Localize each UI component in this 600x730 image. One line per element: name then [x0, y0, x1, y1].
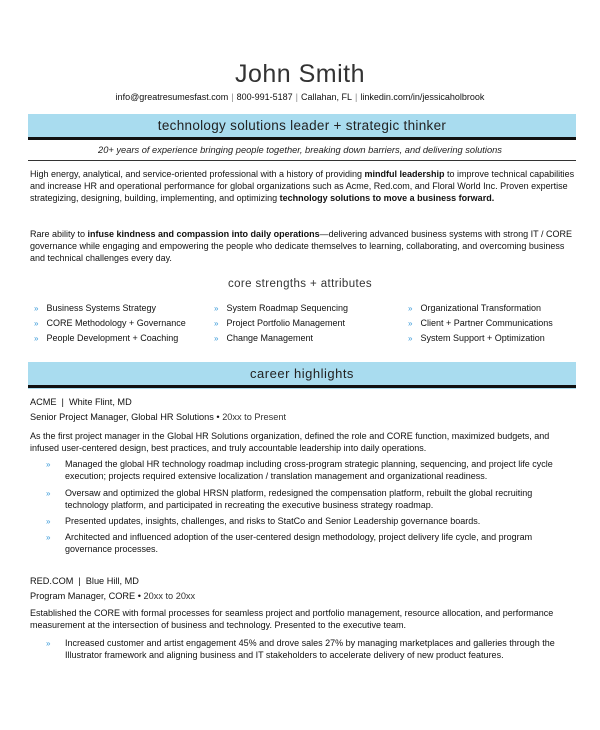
job1-company-line	[30, 397, 132, 407]
career-rule	[28, 385, 576, 388]
summary-highlight: infuse kindness and compassion into daily operations	[87, 229, 320, 239]
career-title: career highlights	[250, 366, 354, 381]
summary-paragraph-1	[30, 169, 575, 205]
skill-label: CORE Methodology + Governance	[46, 318, 186, 328]
summary-text: —delivering advanced business systems with strong IT / CORE governance while engaging and empowering the people who dedicate themselves to learning, collaborating, and overcoming business and technical challenges every day.	[30, 229, 573, 263]
job1-intro: As the first project manager in the Global HR Solutions organization, defined the role and CORE function, maximized budgets, and infused user-centered design, best practices, and truly accountable leadership into daily operations.	[30, 431, 550, 453]
arrow-double-right-icon: »	[34, 319, 39, 328]
arrow-double-right-icon: »	[214, 334, 219, 343]
career-band	[28, 362, 576, 389]
arrow-double-right-icon: »	[46, 517, 51, 526]
contact-email[interactable]: info@greatresumesfast.com	[115, 92, 229, 102]
skill-label: People Development + Coaching	[46, 333, 179, 343]
arrow-double-right-icon: »	[34, 334, 39, 343]
skill-item	[214, 318, 345, 328]
job1-role-line	[30, 412, 286, 422]
job2-company-line	[30, 576, 139, 586]
skill-item	[408, 318, 553, 328]
skill-label: System Roadmap Sequencing	[226, 303, 349, 313]
contact-line	[0, 92, 600, 102]
skill-label: System Support + Optimization	[420, 333, 545, 343]
headline-band	[28, 114, 576, 140]
job2-bullet	[46, 638, 576, 662]
role-dot: •	[137, 591, 141, 601]
contact-linkedin[interactable]: linkedin.com/in/jessicaholbrook	[360, 92, 485, 102]
summary-text: Rare ability to	[30, 229, 88, 239]
arrow-double-right-icon: »	[408, 334, 413, 343]
job2-intro: Established the CORE with formal processes for seamless project and portfolio management, resource allocation, and performance measurement at the intersection of business and technology. Presented to the executive team.	[30, 608, 554, 630]
job-location: White Flint, MD	[68, 397, 132, 407]
arrow-double-right-icon: »	[46, 460, 51, 469]
skill-item	[214, 333, 313, 343]
strengths-title: core strengths + attributes	[227, 278, 373, 290]
job-dates: 20xx to Present	[222, 412, 287, 422]
job2-role-line	[30, 591, 195, 601]
bullet-text: Architected and influenced adoption of the user-centered design methodology, project delivery life cycle, and program governance processes.	[65, 532, 533, 554]
skill-item	[34, 303, 156, 313]
role-dot: •	[216, 412, 220, 422]
arrow-double-right-icon: »	[34, 304, 39, 313]
job-location: Blue Hill, MD	[85, 576, 139, 586]
job-dates: 20xx to 20xx	[143, 591, 196, 601]
summary-highlight: mindful leadership	[364, 169, 445, 179]
job-role: Program Manager, CORE	[30, 591, 136, 601]
contact-separator: |	[295, 92, 298, 102]
arrow-double-right-icon: »	[46, 639, 51, 648]
contact-phone: 800-991-5187	[236, 92, 293, 102]
tagline-divider	[28, 160, 576, 161]
job1-bullet	[46, 516, 576, 528]
skill-label: Change Management	[226, 333, 314, 343]
bullet-text: Oversaw and optimized the global HRSN platform, redesigned the compensation platform, rebuilt the global recruiting technology platform, and participated in recreating the executive business strategy roadmap.	[65, 488, 533, 510]
arrow-double-right-icon: »	[408, 304, 413, 313]
arrow-double-right-icon: »	[408, 319, 413, 328]
skill-label: Business Systems Strategy	[46, 303, 156, 313]
contact-separator: |	[355, 92, 358, 102]
skill-item	[214, 303, 348, 313]
headline-text: technology solutions leader + strategic thinker	[157, 118, 447, 133]
candidate-name: John Smith	[234, 60, 366, 88]
summary-text: to improve technical capabilities and increase HR and operational performance for global organizations such as Acme, Red.com, and Floral World Inc. Proven expertise strategizing, designing, building, implementing, and optimizing	[30, 169, 575, 203]
job1-bullet	[46, 532, 576, 556]
job-role: Senior Project Manager, Global HR Solutions	[30, 412, 214, 422]
arrow-double-right-icon: »	[46, 489, 51, 498]
bullet-text: Presented updates, insights, challenges, and risks to StatCo and Senior Leadership governance boards.	[65, 516, 481, 526]
arrow-double-right-icon: »	[214, 319, 219, 328]
bullet-text: Managed the global HR technology roadmap including cross-program strategic planning, sequencing, and project life cycle execution; projects required extensive localization / translation management and organizational readiness.	[65, 459, 553, 481]
company-separator: |	[61, 397, 64, 407]
skill-item	[34, 318, 186, 328]
job-company: RED.COM	[30, 576, 74, 586]
skill-item	[408, 333, 545, 343]
company-separator: |	[78, 576, 81, 586]
job1-bullet	[46, 459, 576, 483]
arrow-double-right-icon: »	[214, 304, 219, 313]
summary-highlight: technology solutions to move a business forward.	[279, 192, 495, 203]
summary-paragraph-2	[30, 229, 575, 265]
skill-label: Client + Partner Communications	[420, 318, 553, 328]
job-company: ACME	[30, 397, 57, 407]
job1-bullet	[46, 488, 576, 512]
skill-item	[408, 303, 541, 313]
arrow-double-right-icon: »	[46, 533, 51, 542]
bullet-text: Increased customer and artist engagement 45% and drove sales 27% by managing marketplaces and galleries through the Illustrator framework and aligning business and IT stakeholders to accelerate delivery of new product features.	[65, 638, 555, 660]
summary-text: High energy, analytical, and service-oriented professional with a history of providing	[30, 169, 365, 179]
skill-label: Organizational Transformation	[420, 303, 542, 313]
skill-item	[34, 333, 178, 343]
contact-separator: |	[231, 92, 234, 102]
headline-rule	[28, 137, 576, 140]
tagline: 20+ years of experience bringing people together, breaking down barriers, and delivering solutions	[98, 145, 502, 155]
contact-location: Callahan, FL	[301, 92, 353, 102]
skill-label: Project Portfolio Management	[226, 318, 346, 328]
